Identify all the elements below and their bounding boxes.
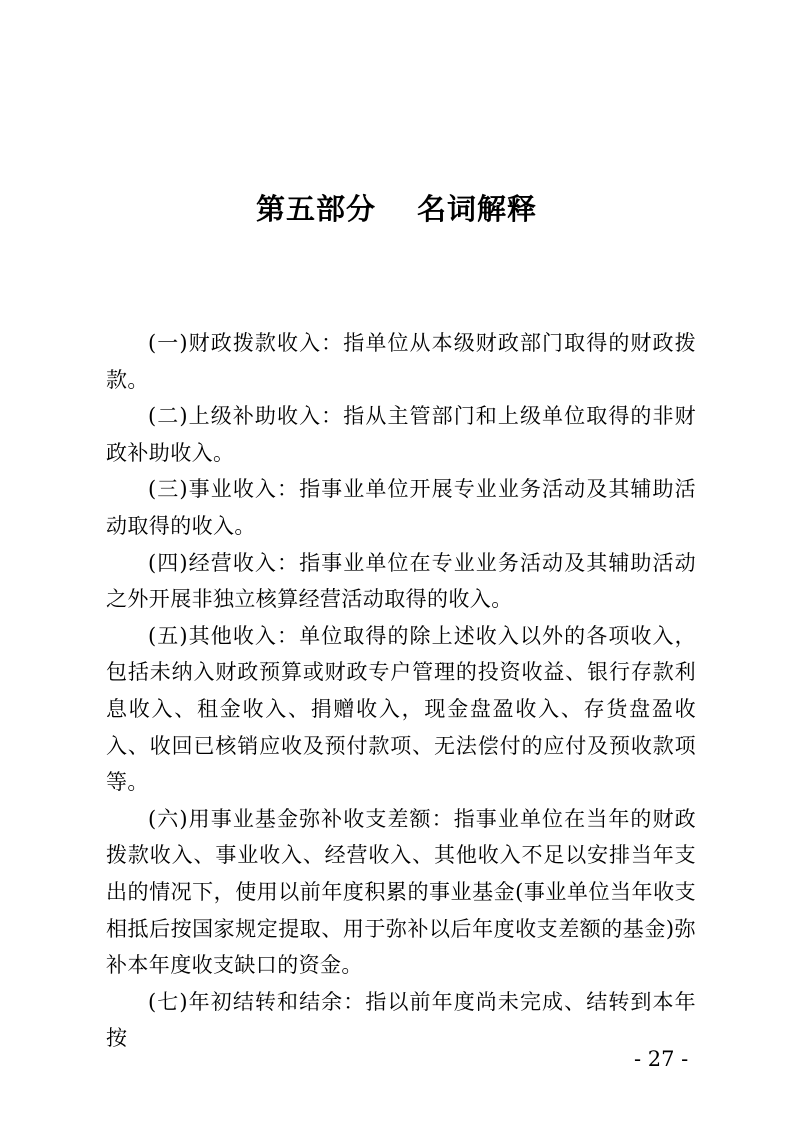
page-title: 第五部分 名词解释	[255, 192, 538, 226]
paragraph-7: (七)年初结转和结余：指以前年度尚未完成、结转到本年按	[106, 989, 696, 1051]
paragraph-6: (六)用事业基金弥补收支差额：指事业单位在当年的财政拨款收入、事业收入、经营收入、其他收入不足以安排当年支出的情况下，使用以前年度积累的事业基金(事业单位当年收支相抵后按国家规定提取、用于弥补以后年度收支差额的基金)弥补本年度收支缺口的资金。	[106, 806, 696, 978]
page-number: - 27 -	[634, 1047, 689, 1071]
paragraph-5: (五)其他收入：单位取得的除上述收入以外的各项收入，包括未纳入财政预算或财政专户管理的投资收益、银行存款利息收入、租金收入、捐赠收入，现金盘盈收入、存货盘盈收入、收回已核销应收及预付款项、无法偿付的应付及预收款项等。	[106, 623, 696, 795]
paragraph-4: (四)经营收入：指事业单位在专业业务活动及其辅助活动之外开展非独立核算经营活动取得的收入。	[106, 550, 696, 612]
document-body	[106, 325, 696, 1057]
paragraph-2: (二)上级补助收入：指从主管部门和上级单位取得的非财政补助收入。	[106, 404, 696, 465]
paragraph-3: (三)事业收入：指事业单位开展专业业务活动及其辅助活动取得的收入。	[106, 477, 696, 538]
paragraph-1: (一)财政拨款收入：指单位从本级财政部门取得的财政拨款。	[106, 331, 696, 392]
